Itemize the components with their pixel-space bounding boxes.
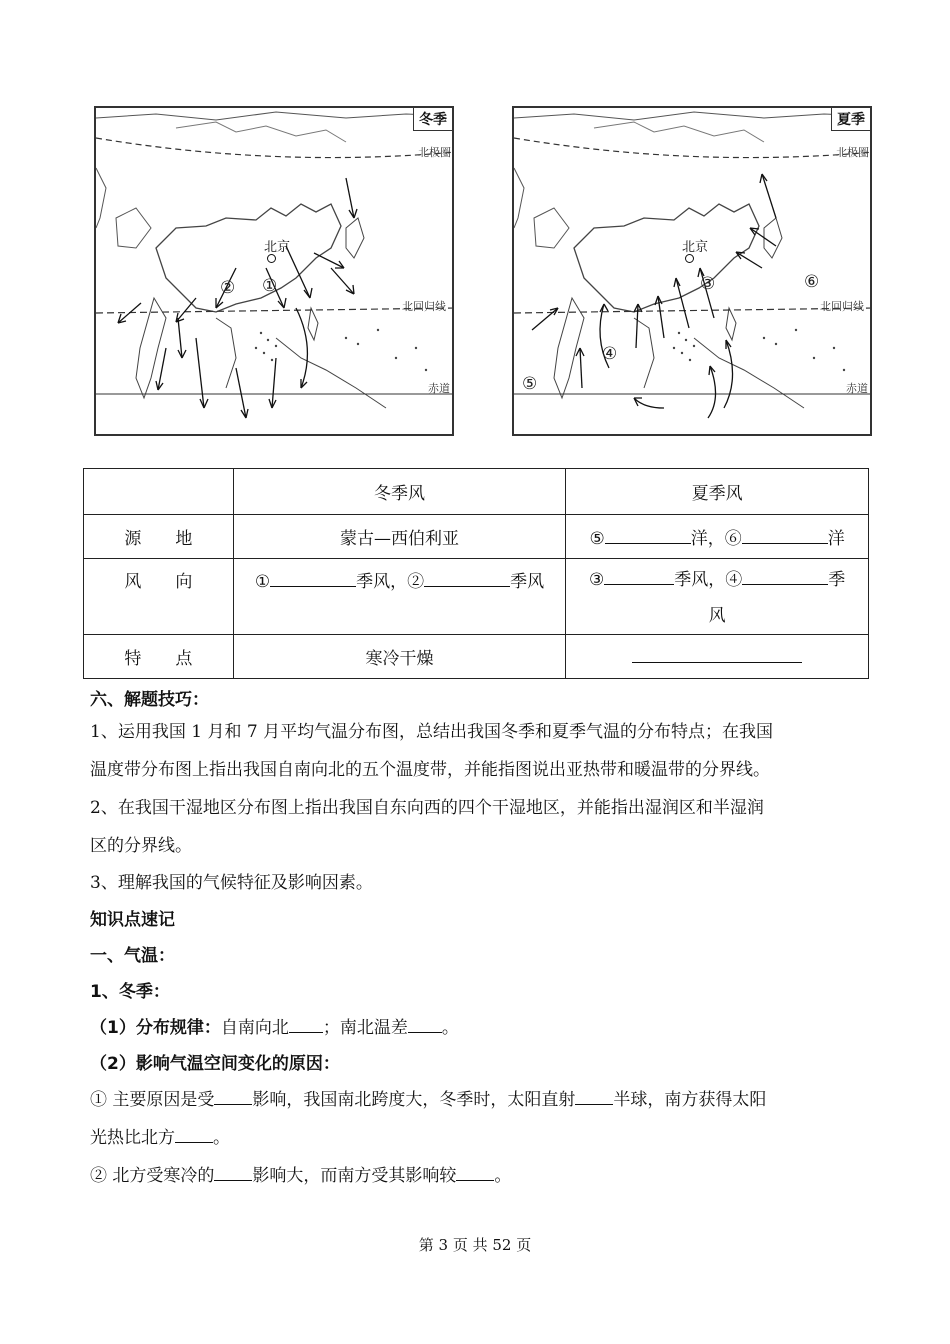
- winter-direction: [233, 559, 565, 635]
- answer-blank[interactable]: [605, 527, 691, 544]
- beijing-marker: [685, 254, 694, 263]
- winter-feature: 寒冷干燥: [233, 635, 565, 679]
- equator-label: 赤道: [846, 382, 868, 395]
- winter-season-label: 冬季: [413, 108, 452, 131]
- answer-blank[interactable]: [214, 1165, 252, 1181]
- tip-1-line-1: 1、运用我国 1 月和 7 月平均气温分布图，总结出我国冬季和夏季气温的分布特点；在我国: [90, 722, 774, 742]
- note-causes-heading: （2）影响气温空间变化的原因：: [90, 1054, 340, 1074]
- note-cause-1-line-2: [90, 1120, 865, 1156]
- note-cause-2: [90, 1158, 865, 1194]
- summer-source: [566, 515, 869, 559]
- answer-blank[interactable]: [604, 568, 674, 585]
- table-header-winter: 冬季风: [233, 469, 565, 515]
- row-label-feature: 特 点: [84, 635, 234, 679]
- note-distribution-text-c: 。: [441, 1018, 459, 1038]
- tropic-of-cancer-label: 北回归线: [820, 300, 864, 313]
- cause-1-text-e: 。: [213, 1128, 230, 1148]
- answer-blank[interactable]: [408, 1017, 442, 1033]
- tip-3: 3、理解我国的气候特征及影响因素。: [90, 873, 373, 893]
- row-label-source: 源 地: [84, 515, 234, 559]
- equator-label: 赤道: [428, 382, 450, 395]
- notes-temp-heading: 一、气温：: [90, 946, 175, 966]
- summer-direction: [566, 559, 869, 635]
- notes-winter-heading: 1、冬季：: [90, 982, 170, 1002]
- answer-blank[interactable]: [175, 1127, 213, 1143]
- note-cause-1-line-1: [90, 1082, 865, 1118]
- table-row-direction: [84, 559, 869, 635]
- marker-4: ④: [602, 344, 618, 364]
- summer-monsoon-map: [512, 106, 872, 436]
- summer-direction-suffix: 季: [828, 569, 846, 590]
- summer-direction-marker-3: ③: [589, 569, 605, 590]
- summer-source-text: 洋，⑥: [690, 529, 742, 549]
- answer-blank[interactable]: [289, 1017, 323, 1033]
- answer-blank[interactable]: [575, 1089, 613, 1105]
- marker-3: ③: [700, 274, 716, 294]
- row-label-direction: 风 向: [84, 559, 234, 635]
- note-distribution-text-a: 自南向北: [220, 1018, 289, 1038]
- summer-source-marker-5: ⑤: [589, 529, 605, 549]
- summer-direction-text: 季风，④: [674, 569, 743, 590]
- note-distribution-text-b: ；南北温差: [322, 1018, 408, 1038]
- beijing-label: 北京: [264, 240, 291, 255]
- answer-blank[interactable]: [214, 1089, 252, 1105]
- beijing-marker: [267, 254, 276, 263]
- winter-direction-text: 季风，②: [356, 572, 425, 592]
- summer-source-suffix: 洋: [827, 529, 845, 549]
- table-header-row: [84, 469, 869, 515]
- cause-2-text-c: 。: [494, 1166, 512, 1186]
- cause-1-text-d: 光热比北方: [90, 1128, 175, 1148]
- tip-1-line-2: 温度带分布图上指出我国自南向北的五个温度带，并能指图说出亚热带和暖温带的分界线。: [90, 760, 770, 780]
- arctic-circle-label: 北极圈: [836, 146, 869, 159]
- summer-feature: [566, 635, 869, 679]
- answer-blank[interactable]: [632, 646, 802, 663]
- page-footer: 第 3 页 共 52 页: [418, 1236, 532, 1254]
- cause-1-text-b: 影响，我国南北跨度大，冬季时，太阳直射: [252, 1090, 576, 1110]
- cause-1-text-a: ① 主要原因是受: [90, 1090, 215, 1110]
- tip-2-line-1: 2、在我国干湿地区分布图上指出我国自东向西的四个干湿地区，并能指出湿润区和半湿润: [90, 798, 764, 818]
- table-header-empty: [84, 469, 234, 515]
- winter-monsoon-map: [94, 106, 454, 436]
- table-row-source: [84, 515, 869, 559]
- winter-source: 蒙古—西伯利亚: [233, 515, 565, 559]
- notes-heading: 知识点速记: [90, 910, 175, 930]
- beijing-label: 北京: [682, 240, 709, 255]
- note-distribution-label: （1）分布规律：: [90, 1018, 221, 1038]
- winter-direction-suffix: 季风: [510, 572, 545, 592]
- answer-blank[interactable]: [742, 568, 828, 585]
- cause-2-text-a: ② 北方受寒冷的: [90, 1166, 215, 1186]
- cause-2-text-b: 影响大，而南方受其影响较: [252, 1166, 457, 1186]
- marker-6: ⑥: [804, 272, 820, 292]
- section-6-heading: 六、解题技巧：: [90, 690, 209, 710]
- arctic-circle-label: 北极圈: [418, 146, 451, 159]
- tropic-of-cancer-label: 北回归线: [402, 300, 446, 313]
- monsoon-table: [83, 468, 869, 679]
- marker-2: ②: [220, 278, 236, 298]
- note-distribution: [90, 1010, 865, 1046]
- marker-1: ①: [262, 276, 278, 296]
- answer-blank[interactable]: [456, 1165, 494, 1181]
- cause-1-text-c: 半球，南方获得太阳: [613, 1090, 767, 1110]
- winter-direction-marker-1: ①: [254, 572, 271, 592]
- answer-blank[interactable]: [270, 570, 356, 587]
- table-row-feature: [84, 635, 869, 679]
- winter-map-drawing: [96, 108, 454, 436]
- answer-blank[interactable]: [742, 527, 828, 544]
- summer-season-label: 夏季: [831, 108, 870, 131]
- marker-5: ⑤: [522, 374, 538, 394]
- summer-direction-wrap: 风: [708, 605, 726, 626]
- answer-blank[interactable]: [424, 570, 510, 587]
- tip-2-line-2: 区的分界线。: [90, 836, 192, 856]
- table-header-summer: 夏季风: [566, 469, 869, 515]
